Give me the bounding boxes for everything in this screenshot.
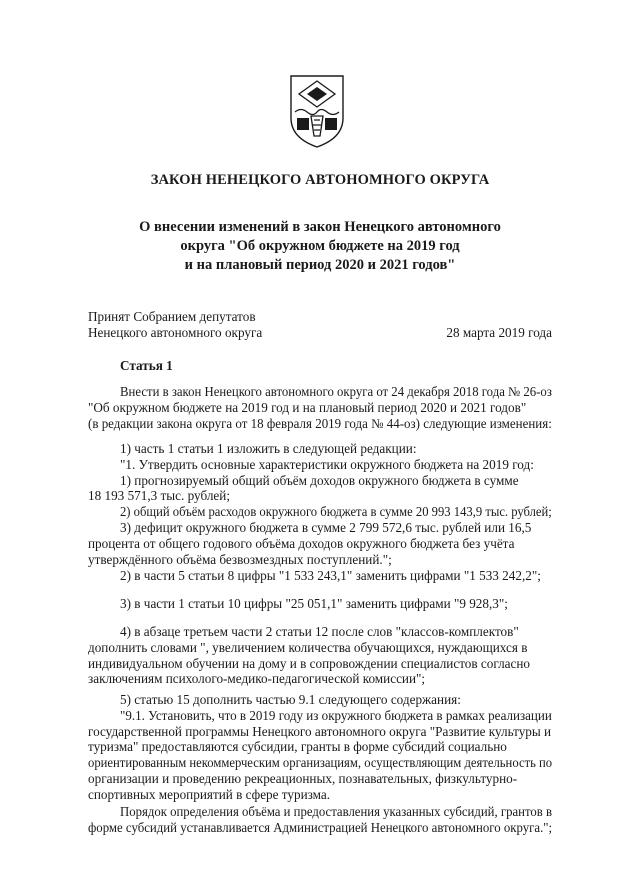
item-5-tail: Порядок определения объёма и предоставления указанных субсидий, грантов в форме субсидий устанавливается Администрацией Ненецкого автономного округа."; (88, 804, 553, 835)
intro-paragraph: Внести в закон Ненецкого автономного округа от 24 декабря 2018 года № 26-оз "Об окружном бюджете на 2019 год и на плановый период 2020 и 2021 годов" (в редакции закона округа от 18 февраля 2019 года № 44-оз) следующие изменения: (88, 384, 552, 431)
item-4: 4) в абзаце третьем части 2 статьи 12 после слов "классов-комплектов" дополнить словами ", увеличением количества обучающихся, нуждающихся в индивидуальном обучении на дому и в сопровождении специалистов согласно заключениям психолого-медико-педагогической комиссии"; (88, 624, 531, 687)
adopted-date: 28 марта 2019 года (446, 325, 552, 340)
item-1: 1) часть 1 статьи 1 изложить в следующей редакции: "1. Утвердить основные характеристики окружного бюджета на 2019 год: 1) прогнозируемый общий объём доходов окружного бюджета в сумме 18 193 571,3 тыс. рублей; 2) общий объём расходов окружного бюджета в сумме 20 993 143,9 тыс. рублей; 3) дефицит окружного бюджета в сумме 2 799 572,6 тыс. рублей или 16,5 процента от общего годового объёма доходов окружного бюджета без учёта утверждённого объёма безвозмездных поступлений."; (88, 441, 552, 567)
law-subtitle: О внесении изменений в закон Ненецкого автономного округа "Об окружном бюджете на 2019 год и на плановый период 2020 и 2021 годов" (139, 219, 501, 273)
item-3: 3) в части 1 статьи 10 цифры "25 051,1" заменить цифрами "9 928,3"; (120, 596, 508, 611)
coat-of-arms-icon (287, 72, 347, 150)
law-title: ЗАКОН НЕНЕЦКОГО АВТОНОМНОГО ОКРУГА (150, 172, 490, 188)
item-5: 5) статью 15 дополнить частью 9.1 следующего содержания: "9.1. Установить, что в 2019 году из окружного бюджета в рамках реализации государственной программы Ненецкого автономного округа "Развитие культуры и туризма" предоставляются субсидии, гранты в форме субсидий социально ориентированным некоммерческим организациям, осуществляющим деятельность по организации и проведению рекреационных, познавательных, физкультурно- спортивных мероприятий в сфере туризма. (88, 692, 553, 802)
item-2: 2) в части 5 статьи 8 цифры "1 533 243,1" заменить цифрами "1 533 242,2"; (120, 568, 541, 583)
adopted-by: Принят Собранием депутатов Ненецкого автономного округа (88, 309, 263, 340)
article-heading: Статья 1 (120, 358, 173, 373)
